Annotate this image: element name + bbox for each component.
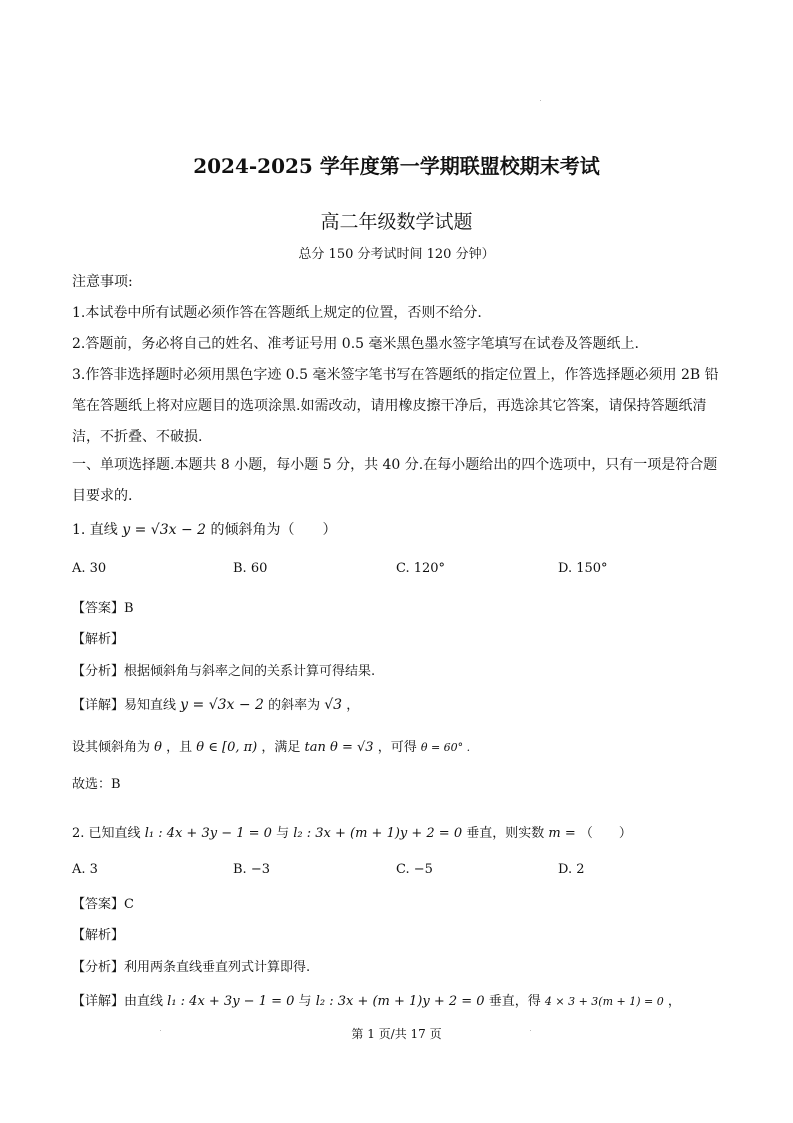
q2-stem-m: m =: [548, 826, 576, 841]
q1-detail-line-2: [72, 736, 470, 755]
q1-analysis-label: 【解析】: [72, 632, 125, 647]
notice-item-2: 2.答题前，务必将自己的姓名、准考证号用 0.5 毫米黑色墨水签字笔填写在试卷及答题纸上.: [72, 336, 639, 352]
q2-stem-suffix: （ ）: [579, 826, 632, 841]
q2-stem-prefix: 2. 已知直线: [72, 826, 141, 841]
q2-analysis-label: 【解析】: [72, 928, 125, 943]
q2-option-c: C. −5: [396, 862, 433, 877]
notice-heading: 注意事项:: [72, 274, 133, 290]
q2-detail-line2: l₂ : 3x + (m + 1)y + 2 = 0: [315, 994, 485, 1009]
q1-line2-mid2: ，满足: [261, 740, 301, 755]
q1-detail-mid: 的斜率为: [268, 698, 321, 713]
scan-speck: [530, 1030, 531, 1031]
exam-title: 2024-2025 学年度第一学期联盟校期末考试: [193, 154, 600, 178]
q1-line2-mid: ，且: [166, 740, 193, 755]
q2-detail-line1: l₁ : 4x + 3y − 1 = 0: [167, 994, 295, 1009]
q1-option-c: C. 120°: [396, 561, 446, 576]
section-instructions: 一、单项选择题.本题共 8 小题，每小题 5 分，共 40 分.在每小题给出的四个选项中，只有一项是符合题目要求的.: [72, 457, 718, 504]
q1-fenxi: 【分析】根据倾斜角与斜率之间的关系计算可得结果.: [72, 664, 376, 679]
q2-detail-suffix: ，: [667, 994, 681, 1009]
q1-choose: 故选：B: [72, 777, 121, 792]
q2-detail: [72, 990, 681, 1009]
q1-line2-result: θ = 60° .: [420, 741, 471, 754]
q2-stem-mid2: 垂直，则实数: [466, 826, 545, 841]
q1-line2-mid3: ，可得: [377, 740, 417, 755]
q2-stem-line2: l₂ : 3x + (m + 1)y + 2 = 0: [293, 826, 463, 841]
q1-detail-slope: √3: [324, 697, 343, 713]
q2-fenxi: 【分析】利用两条直线垂直列式计算即得.: [72, 960, 311, 975]
scan-speck: [160, 1030, 161, 1031]
notice-item-1: 1.本试卷中所有试题必须作答在答题纸上规定的位置，否则不给分.: [72, 305, 482, 321]
q2-detail-mid: 与: [298, 994, 312, 1009]
page-footer: 第 1 页/共 17 页: [351, 1027, 442, 1041]
q1-line2-prefix: 设其倾斜角为: [72, 740, 151, 755]
q1-detail-equation: y = √3x − 2: [180, 697, 264, 713]
q1-line2-tan: tan θ = √3: [304, 740, 374, 755]
q1-option-d: D. 150°: [558, 561, 608, 576]
q1-detail-prefix: 【详解】易知直线: [72, 698, 177, 713]
notice-item-3: 3.作答非选择题时必须用黑色字迹 0.5 毫米签字笔书写在答题纸的指定位置上，作答选择题必须用 2B 铅笔在答题纸上将对应题目的选项涂黑.如需改动，请用橡皮擦干净后，再选涂其它答案，请保持答题纸清洁，不折叠、不破损.: [72, 367, 719, 445]
q2-option-d: D. 2: [558, 862, 585, 877]
q1-line2-interval: θ ∈ [0, π): [196, 740, 258, 755]
q2-option-b: B. −3: [233, 862, 270, 877]
exam-subtitle: 高二年级数学试题: [320, 211, 473, 233]
q1-answer: 【答案】B: [72, 601, 134, 616]
q1-stem: [72, 519, 337, 541]
q2-stem-line1: l₁ : 4x + 3y − 1 = 0: [144, 826, 272, 841]
q1-line2-theta: θ: [154, 740, 162, 755]
q1-option-a: A. 30: [72, 561, 107, 576]
q2-stem: [72, 822, 632, 841]
q2-detail-mid2: 垂直，得: [488, 994, 541, 1009]
q2-stem-mid: 与: [276, 826, 290, 841]
q1-option-b: B. 60: [233, 561, 268, 576]
q2-option-a: A. 3: [72, 862, 98, 877]
q1-detail: [72, 694, 359, 713]
score-time-note: 总分 150 分考试时间 120 分钟）: [298, 247, 495, 262]
q1-detail-suffix: ，: [346, 698, 360, 713]
q1-stem-suffix: 的倾斜角为（ ）: [210, 522, 337, 538]
q2-detail-prefix: 【详解】由直线: [72, 994, 164, 1009]
q1-stem-equation: y = √3x − 2: [122, 522, 207, 538]
q1-stem-prefix: 1. 直线: [72, 522, 118, 538]
scan-speck: [540, 100, 541, 101]
q2-detail-equation: 4 × 3 + 3(m + 1) = 0: [544, 995, 664, 1008]
q2-answer: 【答案】C: [72, 897, 134, 912]
